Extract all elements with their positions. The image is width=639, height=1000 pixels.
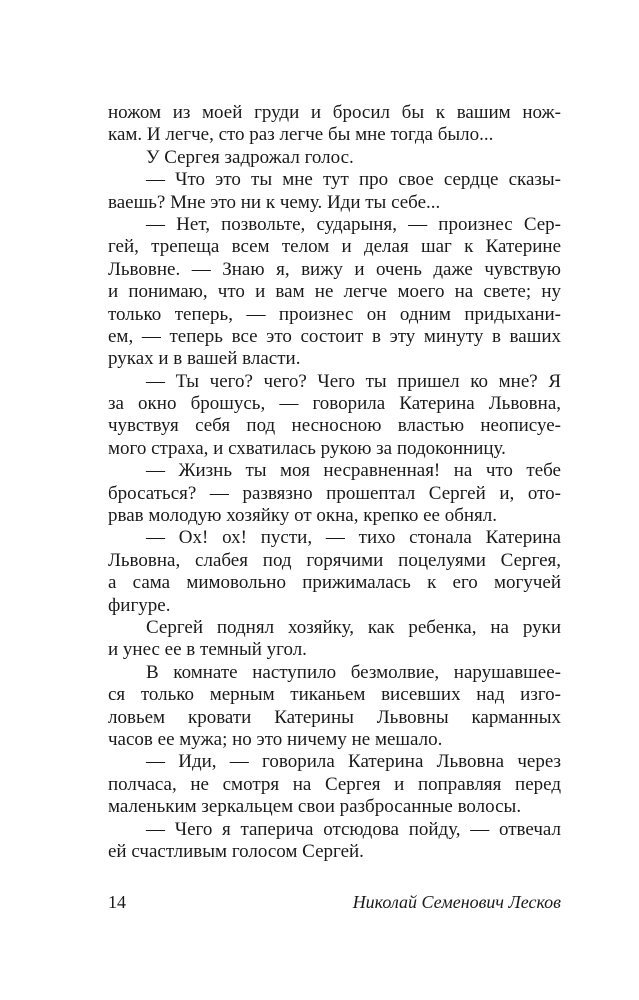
text-line: — Чего я таперича отсюдова пойду, — отвечал: [146, 818, 561, 840]
text-line: — Ты чего? чего? Чего ты пришел ко мне? Я: [146, 370, 561, 392]
text-line: рвав молодую хозяйку от окна, крепко ее обнял.: [108, 505, 497, 527]
page-footer: [108, 890, 561, 914]
text-line: — Нет, позвольте, сударыня, — произнес Сер-: [146, 213, 561, 235]
text-line: У Сергея задрожал голос.: [146, 146, 354, 168]
text-line: ваешь? Мне это ни к чему. Иди ты себе...: [108, 191, 441, 213]
text-line: а сама мимовольно прижималась к его могучей: [108, 572, 561, 594]
text-line: только теперь, — произнес он одним придыхани-: [108, 303, 561, 325]
text-line: — Жизнь ты моя несравненная! на что тебе: [146, 460, 561, 482]
text-line: фигуре.: [108, 594, 171, 616]
text-line: за окно брошусь, — говорила Катерина Львовна,: [108, 393, 561, 415]
text-line: Львовна, слабея под горячими поцелуями Сергея,: [108, 549, 561, 571]
running-author-name: Николай Семенович Лесков: [352, 892, 561, 912]
text-line: полчаса, не смотря на Сергея и поправляя перед: [108, 773, 561, 795]
text-line: мого страха, и схватилась рукою за подоконницу.: [108, 437, 506, 459]
text-line: чувствуя себя под несносною властью неописуе-: [108, 415, 561, 437]
text-line: — Ох! ох! пусти, — тихо стонала Катерина: [146, 527, 561, 549]
text-line: Львовне. — Знаю я, вижу и очень даже чувствую: [108, 258, 561, 280]
text-line: Сергей поднял хозяйку, как ребенка, на руки: [146, 616, 561, 638]
text-line: бросаться? — развязно прошептал Сергей и, ото-: [108, 482, 561, 504]
text-line: — Что это ты мне тут про свое сердце сказы-: [146, 169, 561, 191]
text-line: часов ее мужа; но это ничему не мешало.: [108, 728, 443, 750]
body-text: [108, 102, 561, 863]
text-line: кам. И легче, сто раз легче бы мне тогда было...: [108, 124, 494, 146]
text-line: маленьким зеркальцем свои разбросанные волосы.: [108, 796, 522, 818]
text-line: руках и в вашей власти.: [108, 348, 301, 370]
text-line: ся только мерным тиканьем висевших над изго-: [108, 684, 561, 706]
text-line: гей, трепеща всем телом и делая шаг к Катерине: [108, 236, 561, 258]
text-line: ей счастливым голосом Сергей.: [108, 840, 364, 862]
page-number: 14: [108, 892, 126, 912]
text-line: и понимаю, что и вам не легче моего на свете; ну: [108, 281, 561, 303]
text-line: В комнате наступило безмолвие, нарушавшее-: [146, 661, 561, 683]
text-line: ем, — теперь все это состоит в эту минуту в ваших: [108, 325, 561, 347]
text-line: — Иди, — говорила Катерина Львовна через: [146, 751, 561, 773]
text-line: ножом из моей груди и бросил бы к вашим нож-: [108, 102, 561, 123]
text-line: ловьем кровати Катерины Львовны карманных: [108, 706, 561, 728]
text-line: и унес ее в темный угол.: [108, 639, 307, 661]
